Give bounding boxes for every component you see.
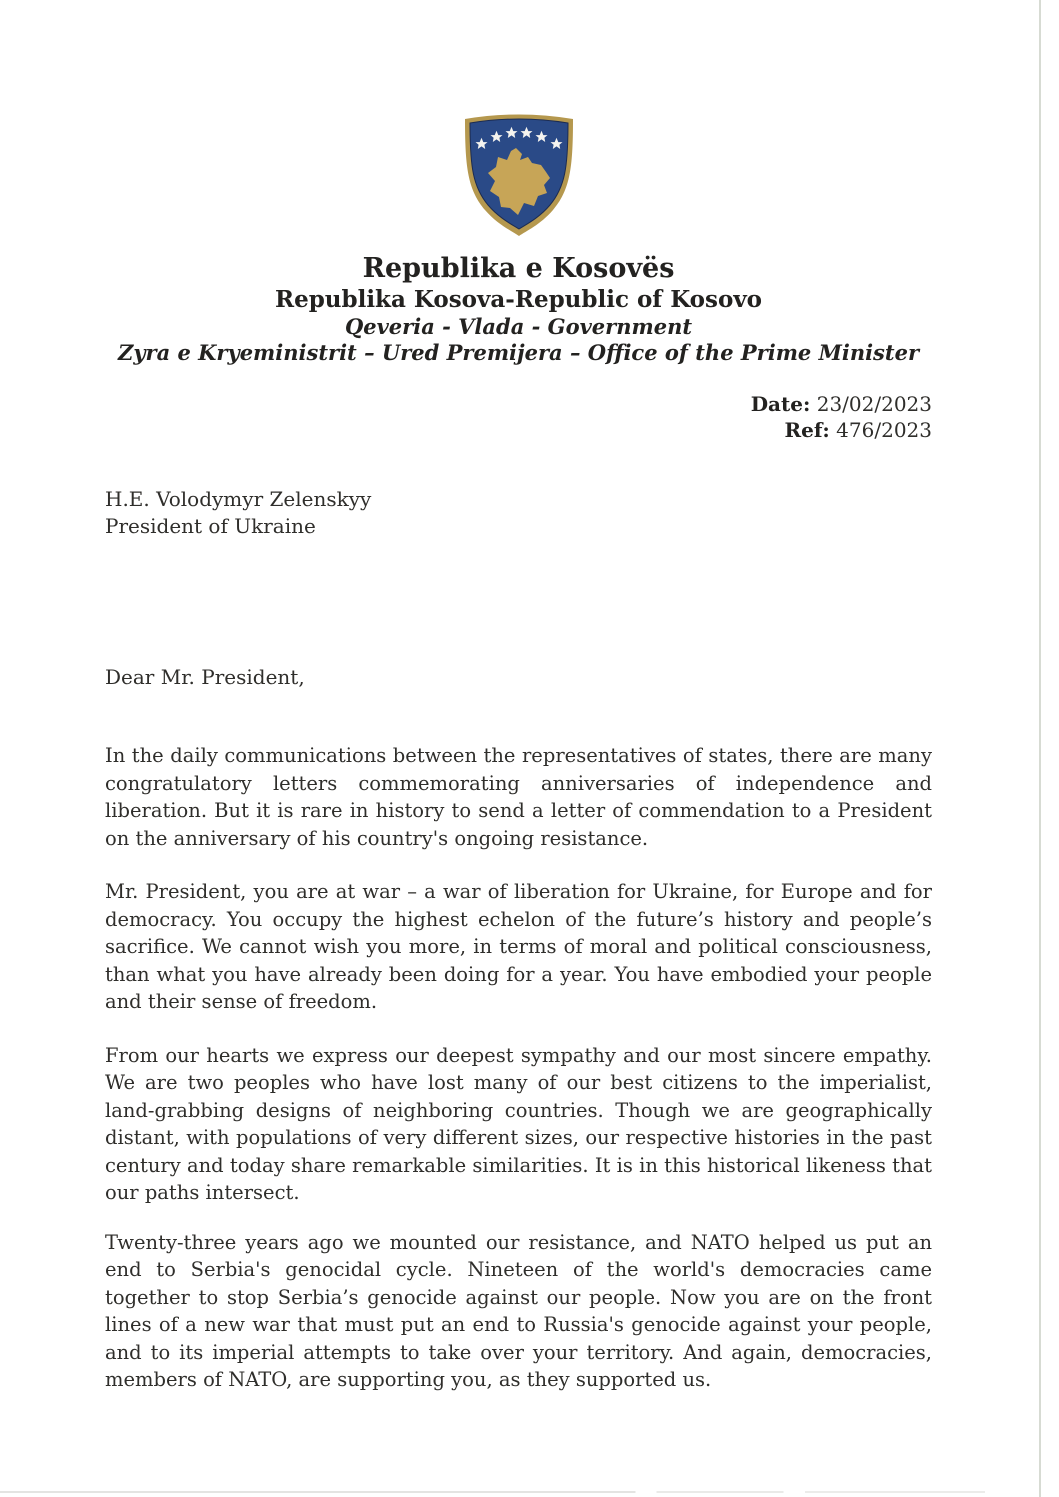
ref-label: Ref: — [784, 418, 830, 442]
kosovo-coat-of-arms-icon — [458, 110, 580, 241]
body-paragraph: In the daily communications between the representatives of states, there are many congratulatory letters commemorating anniversaries of independence and liberation. But it is rare in history to send a letter of commendation to a President on the anniversary of his country's ongoing resistance. — [105, 744, 932, 850]
org-name-bilingual: Republika Kosova-Republic of Kosovo — [274, 286, 763, 313]
body-paragraph: Mr. President, you are at war – a war of liberation for Ukraine, for Europe and for democracy. You occupy the highest echelon of the future’s history and people’s sacrifice. We cannot wish you more, in terms of moral and political consciousness, than what you have already been doing for a year. You have embodied your people and their sense of freedom. — [105, 880, 932, 1013]
recipient-block — [105, 486, 932, 540]
letter-content — [105, 0, 932, 1394]
date-value: 23/02/2023 — [810, 392, 932, 416]
recipient-title: President of Ukraine — [105, 514, 316, 538]
date-ref-block — [105, 391, 932, 443]
ref-value: 476/2023 — [829, 418, 932, 442]
org-name-albanian: Republika e Kosovës — [362, 253, 675, 284]
salutation: Dear Mr. President, — [105, 665, 305, 689]
ref-line — [105, 417, 932, 443]
kosovo-shield-svg — [458, 110, 580, 237]
recipient-name: H.E. Volodymyr Zelenskyy — [105, 487, 372, 511]
body-paragraph: Twenty-three years ago we mounted our resistance, and NATO helped us put an end to Serbia's genocidal cycle. Nineteen of the world's democracies came together to stop Serbia’s genocide against our people. Now you are on the front lines of a new war that must put an end to Russia's genocide against your people, and to its imperial attempts to take over your territory. And again, democracies, members of NATO, are supporting you, as they supported us. — [105, 1230, 932, 1391]
scan-artifact-bottom-line — [0, 1491, 1059, 1493]
org-government-line: Qeveria - Vlada - Government — [344, 314, 693, 339]
org-office-line: Zyra e Kryeministrit – Ured Premijera – Office of the Prime Minister — [117, 340, 920, 365]
scan-artifact-vertical-line — [1039, 0, 1041, 1497]
date-line — [105, 391, 932, 417]
letter-body — [105, 742, 932, 1394]
letterhead — [105, 253, 932, 366]
body-paragraph: From our hearts we express our deepest sympathy and our most sincere empathy. We are two peoples who have lost many of our best citizens to the imperialist, land-grabbing designs of neighboring countries. Though we are geographically distant, with populations of very different sizes, our respective histories in the past century and today share remarkable similarities. It is in this historical likeness that our paths intersect. — [105, 1043, 932, 1204]
date-label: Date: — [750, 392, 811, 416]
